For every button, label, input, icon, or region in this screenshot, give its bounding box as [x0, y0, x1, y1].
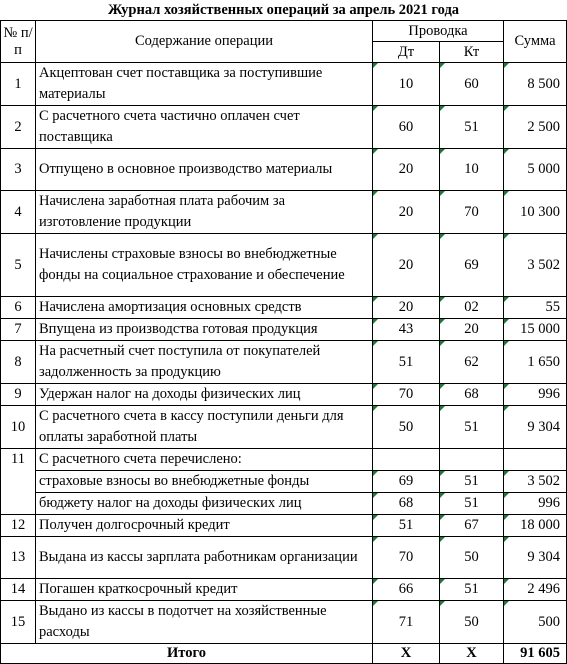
header-num: № п/п: [1, 21, 36, 63]
row-sum: 2 500: [504, 106, 567, 149]
row-sum: 996: [504, 384, 567, 406]
row-content: страховые взносы во внебюджетные фонды: [36, 471, 373, 493]
row-sum: 3 502: [504, 471, 567, 493]
row-content: Акцептован счет поставщика за поступившие материалы: [36, 63, 373, 106]
table-row: [1, 106, 567, 149]
table-row: [1, 234, 567, 297]
row-dt: 68: [373, 493, 440, 515]
row-content: Начислена амортизация основных средств: [36, 297, 373, 319]
row-kt: [440, 449, 504, 471]
row-sum: 2 496: [504, 579, 567, 601]
row-content: бюджету налог на доходы физических лиц: [36, 493, 373, 515]
row-dt: 71: [373, 601, 440, 644]
table-row: [1, 601, 567, 644]
total-label: Итого: [1, 644, 373, 664]
row-dt: 50: [373, 406, 440, 449]
table-row: [1, 63, 567, 106]
row-sum: 1 650: [504, 341, 567, 384]
header-sum: Сумма: [504, 21, 567, 63]
row-num: 2: [1, 106, 36, 149]
row-sum: 18 000: [504, 515, 567, 537]
row-sum: [504, 449, 567, 471]
row-kt: 70: [440, 191, 504, 234]
row-content: Начислена заработная плата рабочим за изготовление продукции: [36, 191, 373, 234]
row-content: С расчетного счета в кассу поступили деньги для оплаты заработной платы: [36, 406, 373, 449]
row-num: [1, 493, 36, 515]
row-num: 11: [1, 449, 36, 471]
total-kt: X: [440, 644, 504, 664]
table-row: [1, 191, 567, 234]
row-num: 5: [1, 234, 36, 297]
row-kt: 51: [440, 406, 504, 449]
row-sum: 55: [504, 297, 567, 319]
row-content: Начислены страховые взносы во внебюджетные фонды на социальное страхование и обеспечение: [36, 234, 373, 297]
row-dt: 51: [373, 515, 440, 537]
row-num: 9: [1, 384, 36, 406]
total-sum: 91 605: [504, 644, 567, 664]
header-entry: Проводка: [373, 21, 504, 42]
table-row: [1, 406, 567, 449]
row-sum: 9 304: [504, 406, 567, 449]
total-row: [1, 644, 567, 664]
row-content: Погашен краткосрочный кредит: [36, 579, 373, 601]
row-num: 7: [1, 319, 36, 341]
row-dt: 43: [373, 319, 440, 341]
table-row: [1, 384, 567, 406]
row-kt: 62: [440, 341, 504, 384]
row-num: [1, 471, 36, 493]
table-row: [1, 579, 567, 601]
row-num: 10: [1, 406, 36, 449]
row-kt: 69: [440, 234, 504, 297]
row-content: Выдана из кассы зарплата работникам организации: [36, 537, 373, 579]
row-num: 13: [1, 537, 36, 579]
header-kt: Кт: [440, 42, 504, 63]
row-kt: 20: [440, 319, 504, 341]
row-dt: 51: [373, 341, 440, 384]
table-row: [1, 515, 567, 537]
row-num: 6: [1, 297, 36, 319]
row-kt: 68: [440, 384, 504, 406]
operations-table: [0, 20, 567, 664]
row-sum: 5 000: [504, 149, 567, 191]
row-num: 3: [1, 149, 36, 191]
row-sum: 15 000: [504, 319, 567, 341]
row-kt: 51: [440, 579, 504, 601]
table-row: [1, 319, 567, 341]
table-row: [1, 537, 567, 579]
table-row: [1, 493, 567, 515]
row-kt: 02: [440, 297, 504, 319]
row-dt: 20: [373, 297, 440, 319]
row-dt: 20: [373, 234, 440, 297]
row-dt: 70: [373, 537, 440, 579]
header-content: Содержание операции: [36, 21, 373, 63]
row-dt: 10: [373, 63, 440, 106]
row-kt: 50: [440, 601, 504, 644]
row-dt: 69: [373, 471, 440, 493]
row-num: 1: [1, 63, 36, 106]
row-content: Получен долгосрочный кредит: [36, 515, 373, 537]
row-content: Отпущено в основное производство материалы: [36, 149, 373, 191]
table-row: [1, 471, 567, 493]
row-sum: 3 502: [504, 234, 567, 297]
row-content: Выдано из кассы в подотчет на хозяйственные расходы: [36, 601, 373, 644]
row-kt: 51: [440, 471, 504, 493]
row-num: 15: [1, 601, 36, 644]
row-kt: 10: [440, 149, 504, 191]
table-row: [1, 149, 567, 191]
row-content: Удержан налог на доходы физических лиц: [36, 384, 373, 406]
row-num: 12: [1, 515, 36, 537]
row-dt: 60: [373, 106, 440, 149]
row-kt: 67: [440, 515, 504, 537]
row-kt: 51: [440, 493, 504, 515]
page-title: Журнал хозяйственных операций за апрель 2021 года: [107, 2, 460, 18]
row-dt: 66: [373, 579, 440, 601]
row-content: Впущена из производства готовая продукция: [36, 319, 373, 341]
header-dt: Дт: [373, 42, 440, 63]
row-sum: 996: [504, 493, 567, 515]
row-kt: 50: [440, 537, 504, 579]
row-content: На расчетный счет поступила от покупателей задолженность за продукцию: [36, 341, 373, 384]
table-row: [1, 341, 567, 384]
row-dt: [373, 449, 440, 471]
table-row: [1, 297, 567, 319]
row-sum: 500: [504, 601, 567, 644]
row-num: 8: [1, 341, 36, 384]
row-dt: 20: [373, 149, 440, 191]
row-dt: 70: [373, 384, 440, 406]
row-sum: 10 300: [504, 191, 567, 234]
row-kt: 60: [440, 63, 504, 106]
row-sum: 8 500: [504, 63, 567, 106]
row-kt: 51: [440, 106, 504, 149]
row-num: 4: [1, 191, 36, 234]
table-row: [1, 449, 567, 471]
row-content: С расчетного счета частично оплачен счет поставщика: [36, 106, 373, 149]
total-dt: X: [373, 644, 440, 664]
row-dt: 20: [373, 191, 440, 234]
row-content: С расчетного счета перечислено:: [36, 449, 373, 471]
header-row: [1, 21, 567, 42]
row-sum: 9 304: [504, 537, 567, 579]
row-num: 14: [1, 579, 36, 601]
